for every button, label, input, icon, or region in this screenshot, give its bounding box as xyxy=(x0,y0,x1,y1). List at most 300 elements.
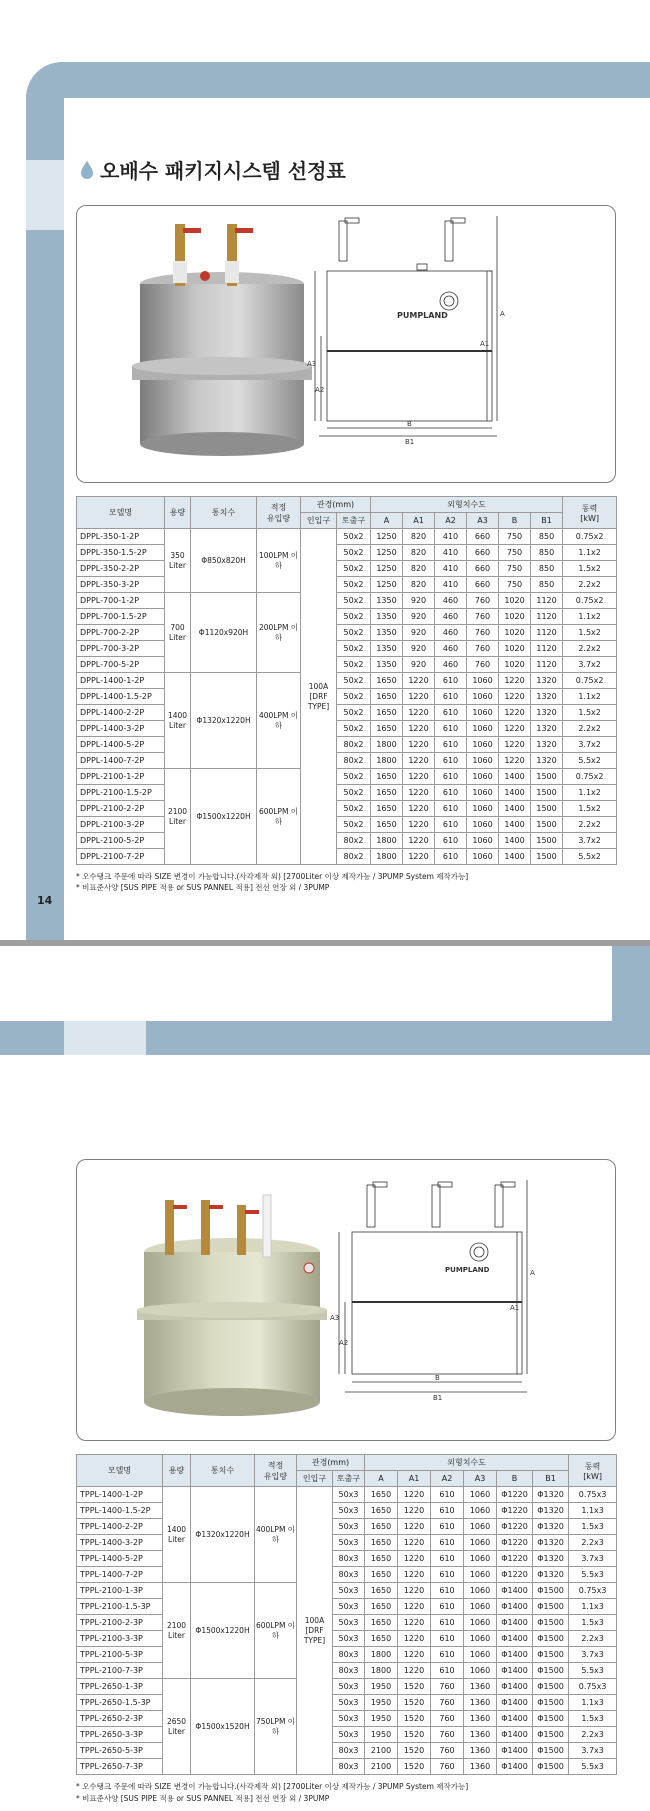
cell-model: DPPL-2100-7-2P xyxy=(77,849,165,865)
cell-a2: 610 xyxy=(431,1631,464,1647)
cell-b: 1220 xyxy=(499,753,531,769)
cell-a1: 1220 xyxy=(398,1519,431,1535)
cell-outlet: 50x3 xyxy=(333,1583,365,1599)
cell-b: 1220 xyxy=(499,721,531,737)
cell-capacity: 700 Liter xyxy=(165,593,191,673)
cell-model: DPPL-350-1-2P xyxy=(77,529,165,545)
header-pipe: 관경(mm) xyxy=(297,1455,365,1471)
header-power-line1: 동력 xyxy=(581,503,598,513)
svg-text:B1: B1 xyxy=(405,438,415,446)
cell-a2: 610 xyxy=(431,1663,464,1679)
cell-a: 1250 xyxy=(371,577,403,593)
cell-a3: 1360 xyxy=(464,1679,497,1695)
table-row xyxy=(77,705,617,721)
cell-a1: 1520 xyxy=(398,1727,431,1743)
cell-a2: 610 xyxy=(431,1535,464,1551)
svg-text:A2: A2 xyxy=(315,386,325,394)
cell-a2: 610 xyxy=(431,1567,464,1583)
table-row xyxy=(77,545,617,561)
cell-a2: 610 xyxy=(431,1503,464,1519)
cell-a: 1950 xyxy=(365,1711,398,1727)
selection-table-2 xyxy=(76,1454,617,1775)
table-row xyxy=(77,1647,617,1663)
cell-a1: 820 xyxy=(403,561,435,577)
note-4: * 비표준사양 [SUS PIPE 적용 or SUS PANNEL 적용] 전선 연장 외 / 3PUMP xyxy=(76,1794,330,1803)
cell-b: 1400 xyxy=(499,769,531,785)
cell-flow: 400LPM 이하 xyxy=(257,673,301,769)
header-capacity: 용량 xyxy=(163,1455,191,1487)
cell-a2: 610 xyxy=(435,737,467,753)
page-title xyxy=(80,155,346,184)
cell-outlet: 50x3 xyxy=(333,1615,365,1631)
cell-a3: 1360 xyxy=(464,1711,497,1727)
cell-outlet: 50x2 xyxy=(337,721,371,737)
cell-outlet: 50x3 xyxy=(333,1487,365,1503)
header-a1: A1 xyxy=(403,513,435,529)
cell-b: Φ1400 xyxy=(497,1631,533,1647)
page-title-text: 오배수 패키지시스템 선정표 xyxy=(100,159,346,183)
cell-a1: 1220 xyxy=(398,1615,431,1631)
cell-a: 1950 xyxy=(365,1679,398,1695)
cell-a2: 610 xyxy=(435,785,467,801)
cell-model: TPPL-2100-2-3P xyxy=(77,1615,163,1631)
table-row xyxy=(77,657,617,673)
header-outlet: 토출구 xyxy=(337,513,371,529)
cell-power: 3.7x3 xyxy=(569,1647,617,1663)
cell-a3: 1060 xyxy=(464,1519,497,1535)
cell-power: 1.1x2 xyxy=(563,785,617,801)
cell-capacity: 2100 Liter xyxy=(165,769,191,865)
cell-a2: 610 xyxy=(431,1615,464,1631)
header-model: 모델명 xyxy=(77,1455,163,1487)
cell-a3: 1060 xyxy=(464,1503,497,1519)
cell-b1: Φ1500 xyxy=(533,1695,569,1711)
cell-b1: 1120 xyxy=(531,593,563,609)
cell-a2: 610 xyxy=(435,753,467,769)
cell-outlet: 80x3 xyxy=(333,1759,365,1775)
cell-a1: 1220 xyxy=(398,1551,431,1567)
cell-a2: 610 xyxy=(435,833,467,849)
cell-b: Φ1400 xyxy=(497,1679,533,1695)
cell-outlet: 50x2 xyxy=(337,641,371,657)
table-row xyxy=(77,1599,617,1615)
cell-b1: Φ1500 xyxy=(533,1663,569,1679)
cell-a3: 1060 xyxy=(467,785,499,801)
cell-power: 1.5x3 xyxy=(569,1519,617,1535)
cell-a: 1250 xyxy=(371,561,403,577)
header-a2: A2 xyxy=(431,1471,464,1487)
cell-power: 1.5x2 xyxy=(563,625,617,641)
cell-a: 1650 xyxy=(365,1567,398,1583)
table-row xyxy=(77,561,617,577)
svg-text:A3: A3 xyxy=(330,1314,340,1322)
cell-inlet: 100A [DRF TYPE] xyxy=(297,1487,333,1775)
cell-model: TPPL-1400-1.5-2P xyxy=(77,1503,163,1519)
cell-b1: 1120 xyxy=(531,609,563,625)
cell-power: 1.1x3 xyxy=(569,1503,617,1519)
cell-power: 5.5x3 xyxy=(569,1567,617,1583)
cell-a2: 760 xyxy=(431,1727,464,1743)
table-row xyxy=(77,721,617,737)
svg-text:B1: B1 xyxy=(433,1394,443,1402)
cell-a2: 610 xyxy=(431,1519,464,1535)
svg-text:PUMPLAND: PUMPLAND xyxy=(397,311,448,320)
cell-b1: Φ1500 xyxy=(533,1647,569,1663)
cell-power: 3.7x3 xyxy=(569,1551,617,1567)
header-b1: B1 xyxy=(533,1471,569,1487)
header-a1: A1 xyxy=(398,1471,431,1487)
cell-power: 1.1x2 xyxy=(563,609,617,625)
header-power xyxy=(569,1455,617,1487)
cell-power: 1.5x3 xyxy=(569,1711,617,1727)
cell-a3: 660 xyxy=(467,577,499,593)
cell-a3: 1060 xyxy=(464,1583,497,1599)
header-dims: 외형치수도 xyxy=(365,1455,569,1471)
cell-a3: 660 xyxy=(467,545,499,561)
cell-power: 3.7x2 xyxy=(563,737,617,753)
cell-model: DPPL-2100-5-2P xyxy=(77,833,165,849)
cell-b1: Φ1320 xyxy=(533,1535,569,1551)
cell-a2: 610 xyxy=(435,769,467,785)
svg-text:B: B xyxy=(435,1374,440,1382)
cell-tank-size: Φ1500x1220H xyxy=(191,769,257,865)
cell-b: Φ1220 xyxy=(497,1487,533,1503)
cell-a1: 920 xyxy=(403,609,435,625)
cell-outlet: 50x2 xyxy=(337,785,371,801)
svg-text:PUMPLAND: PUMPLAND xyxy=(445,1266,490,1274)
cell-outlet: 50x2 xyxy=(337,609,371,625)
cell-a1: 1520 xyxy=(398,1711,431,1727)
cell-a1: 920 xyxy=(403,641,435,657)
cell-b1: Φ1320 xyxy=(533,1519,569,1535)
cell-a2: 610 xyxy=(435,817,467,833)
cell-b1: 1320 xyxy=(531,705,563,721)
table-row xyxy=(77,1551,617,1567)
cell-power: 0.75x2 xyxy=(563,769,617,785)
cell-a1: 1220 xyxy=(403,769,435,785)
cell-b: 1220 xyxy=(499,705,531,721)
cell-a: 1650 xyxy=(365,1535,398,1551)
cell-b1: Φ1500 xyxy=(533,1631,569,1647)
cell-a2: 610 xyxy=(431,1599,464,1615)
cell-b1: 1320 xyxy=(531,721,563,737)
cell-a3: 1060 xyxy=(467,769,499,785)
cell-model: DPPL-2100-1.5-2P xyxy=(77,785,165,801)
cell-capacity: 2650 Liter xyxy=(163,1679,191,1775)
cell-a2: 410 xyxy=(435,577,467,593)
table-row xyxy=(77,529,617,545)
cell-a3: 1060 xyxy=(464,1631,497,1647)
cell-a3: 760 xyxy=(467,609,499,625)
cell-b: Φ1400 xyxy=(497,1615,533,1631)
cell-a: 1650 xyxy=(371,785,403,801)
cell-b: Φ1400 xyxy=(497,1759,533,1775)
cell-tank-size: Φ1320x1220H xyxy=(191,1487,255,1583)
cell-a1: 1220 xyxy=(403,753,435,769)
cell-model: DPPL-700-1-2P xyxy=(77,593,165,609)
cell-a1: 1220 xyxy=(403,673,435,689)
cell-power: 1.1x2 xyxy=(563,689,617,705)
cell-a2: 610 xyxy=(431,1647,464,1663)
cell-model: DPPL-350-1.5-2P xyxy=(77,545,165,561)
cell-a2: 410 xyxy=(435,545,467,561)
cell-power: 0.75x3 xyxy=(569,1679,617,1695)
cell-a: 2100 xyxy=(365,1759,398,1775)
cell-a2: 760 xyxy=(431,1695,464,1711)
table-row xyxy=(77,1743,617,1759)
cell-a1: 1220 xyxy=(403,721,435,737)
cell-tank-size: Φ1120x920H xyxy=(191,593,257,673)
cell-power: 2.2x3 xyxy=(569,1727,617,1743)
cell-a2: 610 xyxy=(435,673,467,689)
svg-text:A1: A1 xyxy=(510,1304,520,1312)
product-figure-frame-1 xyxy=(76,205,616,483)
cell-a3: 660 xyxy=(467,529,499,545)
cell-model: TPPL-2100-1.5-3P xyxy=(77,1599,163,1615)
svg-text:A1: A1 xyxy=(480,340,490,348)
cell-model: TPPL-2650-5-3P xyxy=(77,1743,163,1759)
header-power xyxy=(563,497,617,529)
header-tank-size: 통치수 xyxy=(191,497,257,529)
cell-b1: Φ1500 xyxy=(533,1615,569,1631)
table-row xyxy=(77,1631,617,1647)
table-row xyxy=(77,577,617,593)
table-row xyxy=(77,673,617,689)
cell-b: Φ1400 xyxy=(497,1647,533,1663)
cell-a1: 1520 xyxy=(398,1759,431,1775)
cell-a3: 1060 xyxy=(464,1535,497,1551)
cell-a: 1650 xyxy=(365,1615,398,1631)
cell-b: Φ1220 xyxy=(497,1551,533,1567)
table-row xyxy=(77,833,617,849)
cell-power: 2.2x2 xyxy=(563,641,617,657)
cell-b: 1220 xyxy=(499,673,531,689)
cell-power: 1.1x2 xyxy=(563,545,617,561)
table-row xyxy=(77,1535,617,1551)
cell-model: DPPL-700-1.5-2P xyxy=(77,609,165,625)
cell-a1: 1220 xyxy=(403,817,435,833)
cell-b: 1400 xyxy=(499,849,531,865)
header-flow xyxy=(255,1455,297,1487)
table-row xyxy=(77,1503,617,1519)
cell-a: 2100 xyxy=(365,1743,398,1759)
cell-a: 1650 xyxy=(371,801,403,817)
cell-outlet: 80x3 xyxy=(333,1551,365,1567)
cell-a: 1650 xyxy=(365,1519,398,1535)
cell-a: 1950 xyxy=(365,1727,398,1743)
cell-a: 1650 xyxy=(371,673,403,689)
svg-text:B: B xyxy=(407,420,412,428)
cell-b: Φ1400 xyxy=(497,1663,533,1679)
cell-b: 1020 xyxy=(499,641,531,657)
cell-a3: 1060 xyxy=(464,1487,497,1503)
cell-a: 1650 xyxy=(371,689,403,705)
cell-outlet: 50x3 xyxy=(333,1679,365,1695)
cell-b1: 1120 xyxy=(531,641,563,657)
cell-b1: Φ1500 xyxy=(533,1599,569,1615)
cell-b: 1020 xyxy=(499,593,531,609)
header-outlet: 토출구 xyxy=(333,1471,365,1487)
header-capacity: 용량 xyxy=(165,497,191,529)
cell-model: DPPL-350-3-2P xyxy=(77,577,165,593)
cell-outlet: 50x2 xyxy=(337,561,371,577)
cell-a3: 760 xyxy=(467,593,499,609)
cell-power: 3.7x3 xyxy=(569,1743,617,1759)
cell-a3: 1060 xyxy=(467,705,499,721)
cell-a: 1800 xyxy=(365,1663,398,1679)
cell-outlet: 50x2 xyxy=(337,529,371,545)
cell-outlet: 50x2 xyxy=(337,625,371,641)
svg-text:A: A xyxy=(500,310,505,318)
cell-model: DPPL-350-2-2P xyxy=(77,561,165,577)
cell-a3: 1060 xyxy=(467,849,499,865)
cell-a: 1350 xyxy=(371,657,403,673)
cell-a: 1950 xyxy=(365,1695,398,1711)
header-a3: A3 xyxy=(467,513,499,529)
cell-b: Φ1220 xyxy=(497,1519,533,1535)
svg-text:A3: A3 xyxy=(307,360,317,368)
cell-a1: 1220 xyxy=(398,1631,431,1647)
cell-model: TPPL-2650-1-3P xyxy=(77,1679,163,1695)
cell-b: Φ1400 xyxy=(497,1695,533,1711)
cell-a2: 610 xyxy=(431,1551,464,1567)
table-row xyxy=(77,769,617,785)
table-row xyxy=(77,1615,617,1631)
cell-model: TPPL-2100-7-3P xyxy=(77,1663,163,1679)
cell-b: 750 xyxy=(499,529,531,545)
cell-model: DPPL-2100-1-2P xyxy=(77,769,165,785)
cell-power: 1.5x2 xyxy=(563,561,617,577)
cell-outlet: 50x2 xyxy=(337,689,371,705)
cell-model: DPPL-700-5-2P xyxy=(77,657,165,673)
cell-model: DPPL-1400-2-2P xyxy=(77,705,165,721)
cell-a1: 1220 xyxy=(403,785,435,801)
cell-power: 2.2x3 xyxy=(569,1535,617,1551)
cell-a1: 920 xyxy=(403,625,435,641)
cell-a3: 1360 xyxy=(464,1743,497,1759)
page1-top-band xyxy=(26,62,650,98)
cell-power: 0.75x2 xyxy=(563,529,617,545)
cell-a2: 760 xyxy=(431,1711,464,1727)
table-row xyxy=(77,1695,617,1711)
cell-power: 1.5x3 xyxy=(569,1615,617,1631)
cell-a1: 1220 xyxy=(398,1583,431,1599)
cell-b: Φ1220 xyxy=(497,1503,533,1519)
cell-power: 2.2x3 xyxy=(569,1631,617,1647)
cell-a1: 1220 xyxy=(398,1647,431,1663)
beige-tank-photo xyxy=(137,1195,327,1416)
cell-outlet: 50x2 xyxy=(337,705,371,721)
cell-model: TPPL-1400-1-2P xyxy=(77,1487,163,1503)
cell-b: 1020 xyxy=(499,657,531,673)
page1-pale-tab xyxy=(26,160,64,230)
product-illustration-1 xyxy=(77,206,617,484)
cell-b1: 1500 xyxy=(531,817,563,833)
cell-outlet: 50x2 xyxy=(337,801,371,817)
cell-b1: 850 xyxy=(531,577,563,593)
cell-inlet: 100A [DRF TYPE] xyxy=(301,529,337,865)
cell-capacity: 350 Liter xyxy=(165,529,191,593)
cell-outlet: 50x3 xyxy=(333,1711,365,1727)
cell-a: 1650 xyxy=(365,1583,398,1599)
cell-power: 0.75x2 xyxy=(563,593,617,609)
cell-power: 1.5x2 xyxy=(563,801,617,817)
cell-model: DPPL-1400-1.5-2P xyxy=(77,689,165,705)
cell-outlet: 80x2 xyxy=(337,833,371,849)
product-figure-frame-2 xyxy=(76,1159,616,1441)
cell-outlet: 80x3 xyxy=(333,1663,365,1679)
header-flow xyxy=(257,497,301,529)
cell-a1: 820 xyxy=(403,529,435,545)
cell-model: DPPL-2100-3-2P xyxy=(77,817,165,833)
cell-b1: 1320 xyxy=(531,689,563,705)
note-1: * 오수탱크 주문에 따라 SIZE 변경이 가능합니다.(사각제작 외) [2700Liter 이상 제작가능 / 3PUMP System 제작가능] xyxy=(76,872,469,881)
cell-a3: 760 xyxy=(467,641,499,657)
cell-capacity: 2100 Liter xyxy=(163,1583,191,1679)
cell-model: TPPL-1400-2-2P xyxy=(77,1519,163,1535)
water-drop-icon xyxy=(80,160,94,180)
header-a: A xyxy=(365,1471,398,1487)
cell-b1: Φ1500 xyxy=(533,1583,569,1599)
cell-outlet: 50x3 xyxy=(333,1535,365,1551)
cell-a2: 610 xyxy=(435,849,467,865)
cell-a3: 1360 xyxy=(464,1759,497,1775)
cell-a1: 1220 xyxy=(403,737,435,753)
table-row xyxy=(77,785,617,801)
cell-b: 750 xyxy=(499,561,531,577)
cell-a2: 610 xyxy=(435,721,467,737)
cell-model: TPPL-2100-1-3P xyxy=(77,1583,163,1599)
cell-model: TPPL-2650-3-3P xyxy=(77,1727,163,1743)
header-a3: A3 xyxy=(464,1471,497,1487)
table-row xyxy=(77,1663,617,1679)
page2-corner-cutout xyxy=(0,946,612,1021)
header-b: B xyxy=(499,513,531,529)
cell-b1: 850 xyxy=(531,545,563,561)
cell-a2: 610 xyxy=(435,801,467,817)
cell-b1: Φ1500 xyxy=(533,1679,569,1695)
header-tank-size: 통치수 xyxy=(191,1455,255,1487)
cell-a2: 460 xyxy=(435,609,467,625)
cell-flow: 600LPM 이하 xyxy=(257,769,301,865)
cell-b1: 1500 xyxy=(531,785,563,801)
selection-table-1 xyxy=(76,496,617,865)
cell-a3: 1060 xyxy=(467,817,499,833)
cell-outlet: 50x2 xyxy=(337,577,371,593)
cell-a: 1800 xyxy=(371,737,403,753)
cell-a2: 610 xyxy=(435,705,467,721)
cell-a: 1650 xyxy=(365,1631,398,1647)
note-2: * 비표준사양 [SUS PIPE 적용 or SUS PANNEL 적용] 전선 연장 외 / 3PUMP xyxy=(76,883,330,892)
cell-model: DPPL-700-3-2P xyxy=(77,641,165,657)
cell-a: 1800 xyxy=(371,753,403,769)
cell-a: 1650 xyxy=(371,817,403,833)
cell-a1: 820 xyxy=(403,545,435,561)
cell-b1: Φ1500 xyxy=(533,1759,569,1775)
cell-outlet: 50x3 xyxy=(333,1695,365,1711)
cell-b1: Φ1320 xyxy=(533,1503,569,1519)
cell-power: 5.5x3 xyxy=(569,1759,617,1775)
cell-b: Φ1400 xyxy=(497,1743,533,1759)
cell-b: 1400 xyxy=(499,817,531,833)
cell-tank-size: Φ1500x1520H xyxy=(191,1679,255,1775)
cell-capacity: 1400 Liter xyxy=(165,673,191,769)
cell-tank-size: Φ1500x1220H xyxy=(191,1583,255,1679)
cell-a3: 1060 xyxy=(464,1599,497,1615)
cell-outlet: 80x3 xyxy=(333,1647,365,1663)
header-inlet: 인입구 xyxy=(301,513,337,529)
cell-a1: 1220 xyxy=(403,801,435,817)
